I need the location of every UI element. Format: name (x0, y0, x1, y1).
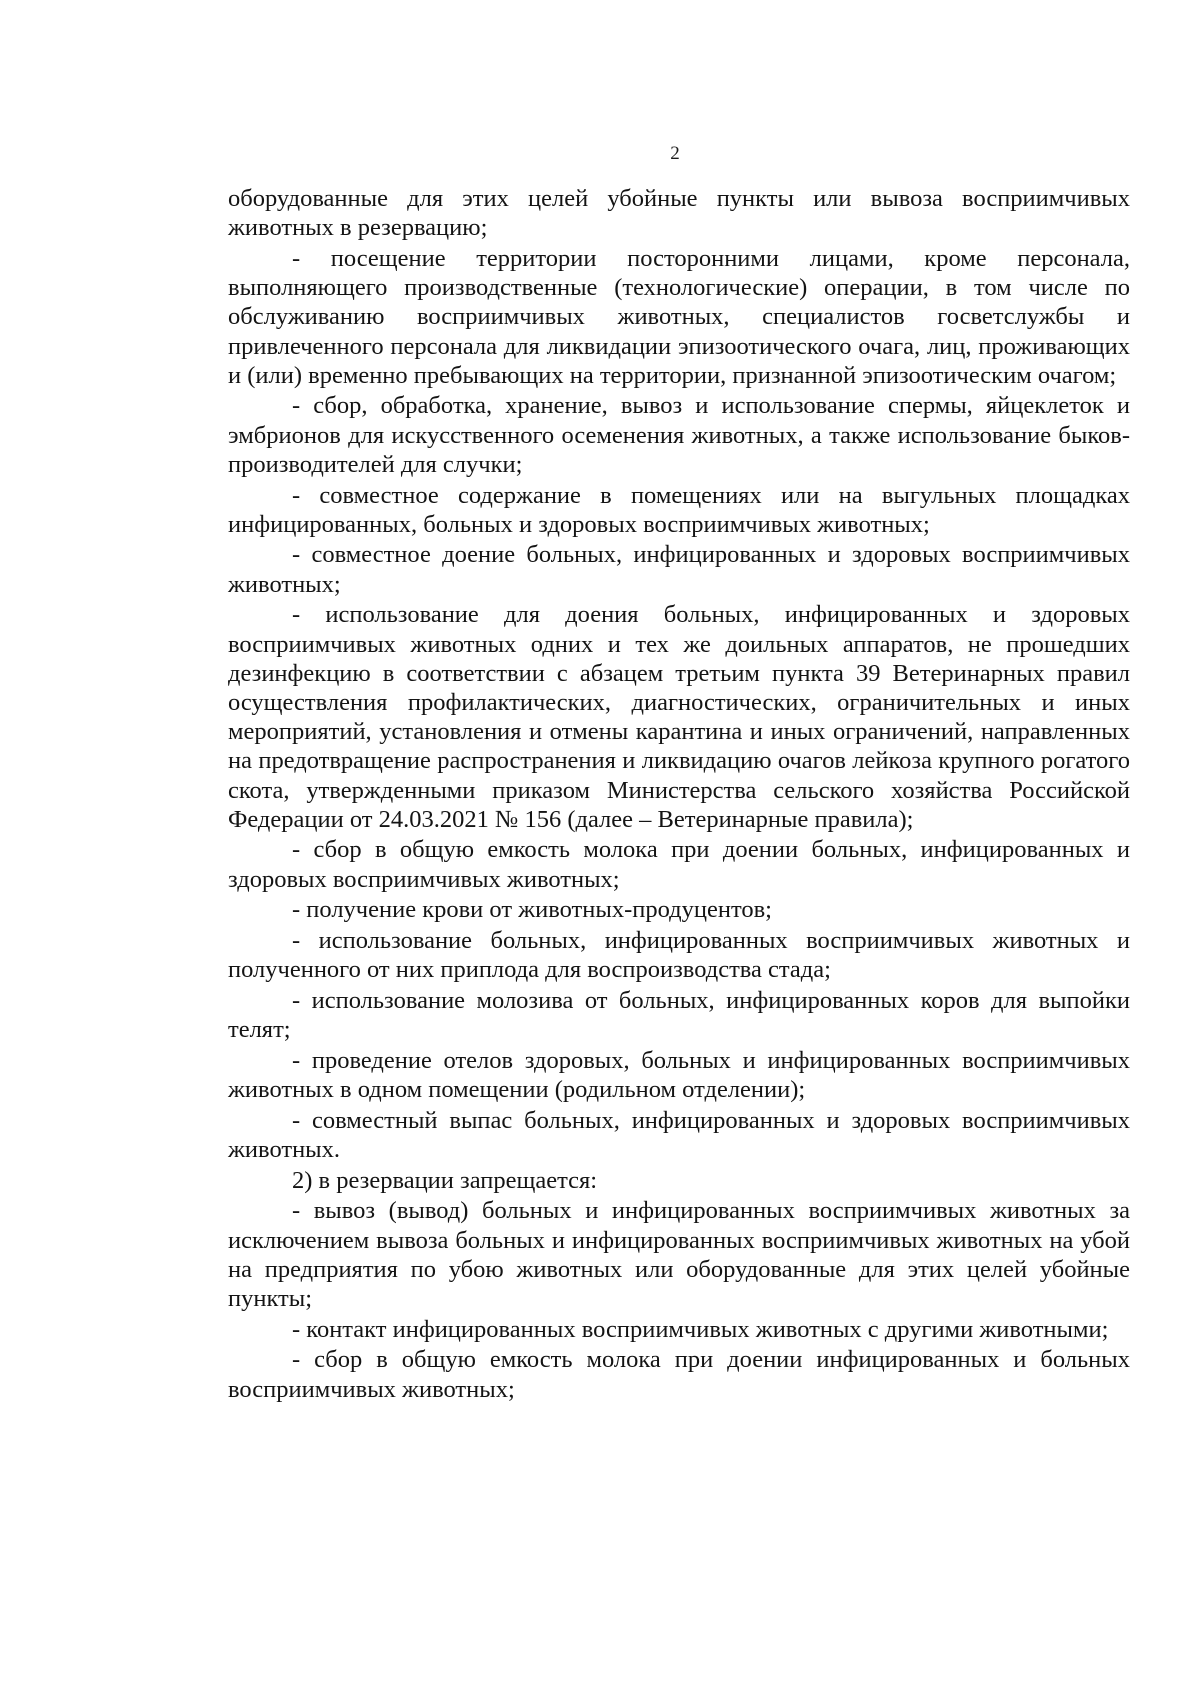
paragraph-milk-collection-reservation: - сбор в общую емкость молока при доении инфицированных и больных восприимчивых животных; (228, 1346, 1130, 1403)
paragraph-milking-machines: - использование для доения больных, инфицированных и здоровых восприимчивых животных одних и тех же доильных аппаратов, не прошедших дезинфекцию в соответствии с абзацем третьим пункта 39 Ветеринарных правил осуществления профилактических, диагностических, ограничительных и иных мероприятий, установления и отмены карантина и иных ограничений, направленных на предотвращение распространения и ликвидацию очагов лейкоза крупного рогатого скота, утвержденными приказом Министерства сельского хозяйства Российской Федерации от 24.03.2021 № 156 (далее – Ветеринарные правила); (228, 601, 1130, 833)
paragraph-joint-keeping: - совместное содержание в помещениях или на выгульных площадках инфицированных, больных и здоровых восприимчивых животных; (228, 481, 1130, 538)
paragraph-milk-collection: - сбор в общую емкость молока при доении больных, инфицированных и здоровых восприимчивых животных; (228, 836, 1130, 893)
paragraph-joint-grazing: - совместный выпас больных, инфицированных и здоровых восприимчивых животных. (228, 1106, 1130, 1163)
paragraph-calving: - проведение отелов здоровых, больных и инфицированных восприимчивых животных в одном помещении (родильном отделении); (228, 1046, 1130, 1104)
document-body (228, 184, 1130, 1405)
paragraph-sperm-collection: - сбор, обработка, хранение, вывоз и использование спермы, яйцеклеток и эмбрионов для искусственного осеменения животных, а также использование быков-производителей для случки; (228, 392, 1130, 478)
paragraph-contact-ban: - контакт инфицированных восприимчивых животных с другими животными; (292, 1315, 1109, 1343)
paragraph-reservation-heading: 2) в резервации запрещается: (292, 1166, 598, 1194)
paragraph-joint-milking: - совместное доение больных, инфицированных и здоровых восприимчивых животных; (228, 541, 1130, 598)
page-number: 2 (670, 143, 680, 164)
paragraph-continuation: оборудованные для этих целей убойные пункты или вывоза восприимчивых животных в резервацию; (228, 185, 1130, 242)
paragraph-colostrum: - использование молозива от больных, инфицированных коров для выпойки телят; (228, 986, 1130, 1044)
paragraph-visit-ban: - посещение территории посторонними лицами, кроме персонала, выполняющего производственные (технологические) операции, в том числе по обслуживанию восприимчивых животных, специалистов госветслужбы и привлеченного персонала для ликвидации эпизоотического очага, лиц, проживающих и (или) временно пребывающих на территории, признанной эпизоотическим очагом; (228, 244, 1130, 389)
paragraph-removal-ban: - вывоз (вывод) больных и инфицированных восприимчивых животных за исключением вывоза больных и инфицированных восприимчивых животных на убой на предприятия по убою животных или оборудованные для этих целей убойные пункты; (228, 1197, 1130, 1313)
paragraph-blood-collection: - получение крови от животных-продуцентов; (292, 896, 772, 924)
paragraph-reproduction: - использование больных, инфицированных восприимчивых животных и полученного от них приплода для воспроизводства стада; (228, 927, 1130, 984)
